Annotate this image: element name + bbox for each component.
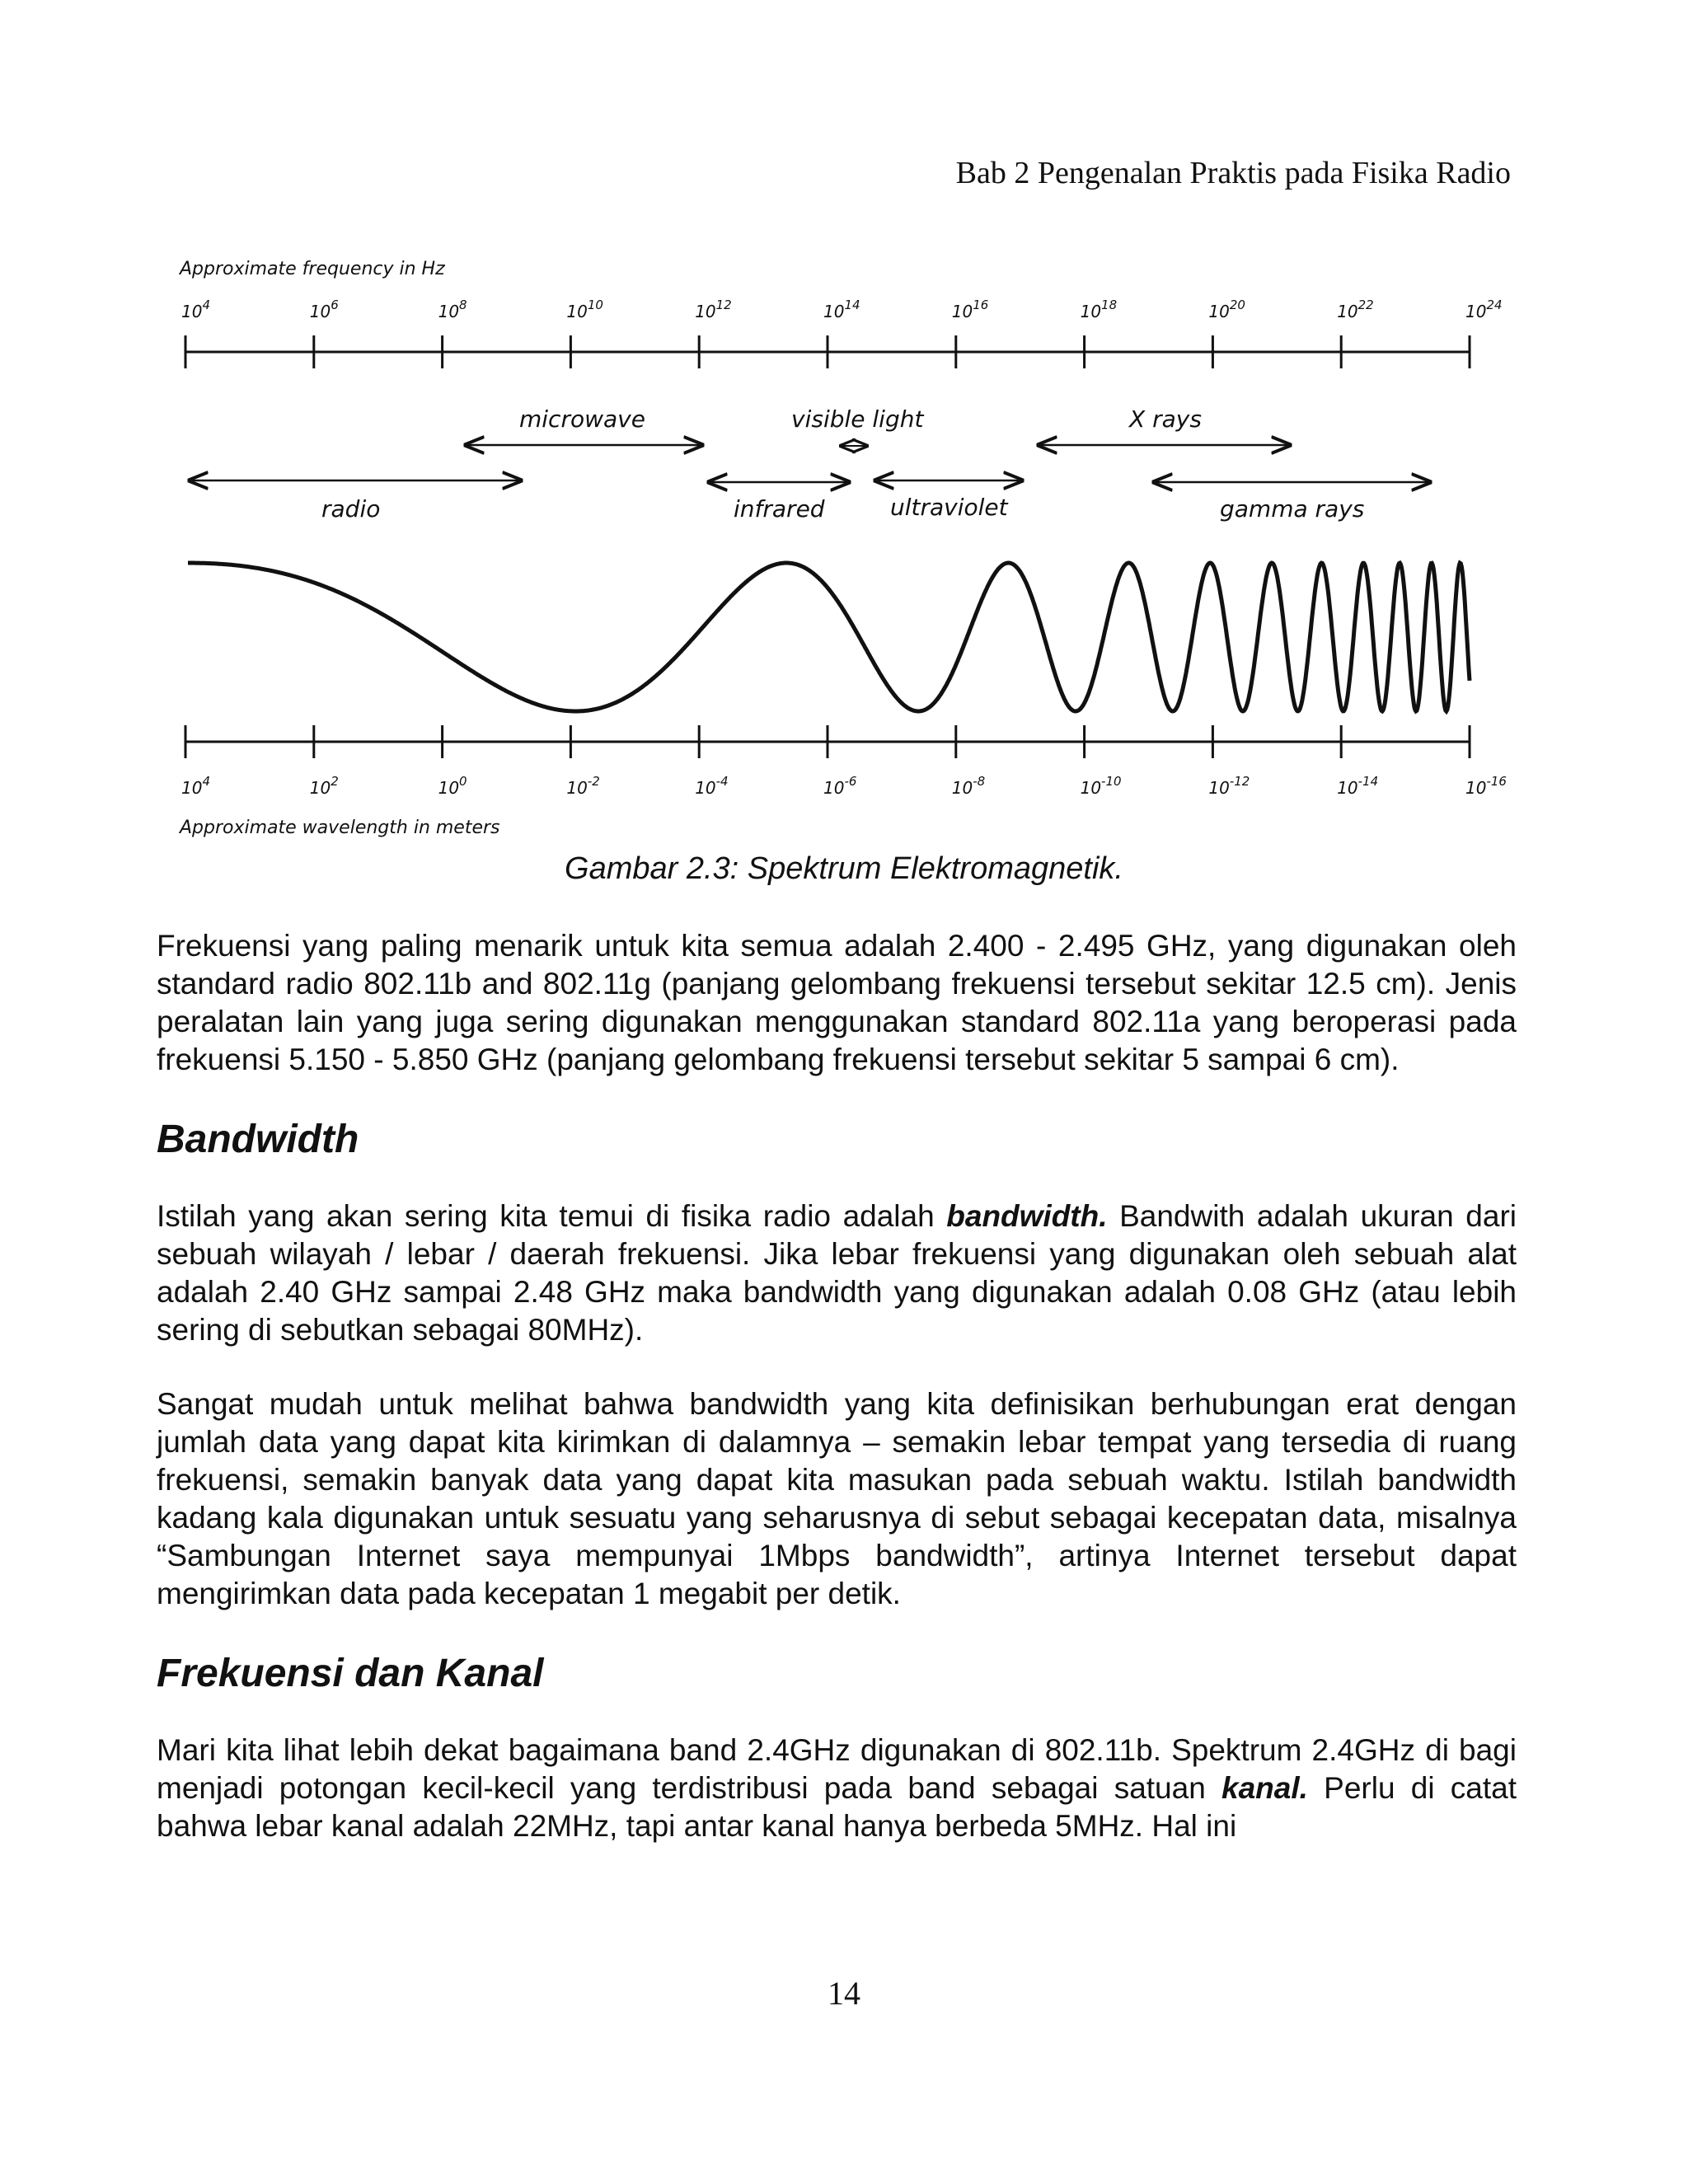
frequency-tick-label: $10^4$ (181, 298, 210, 321)
paragraph-frequency: Frekuensi yang paling menarik untuk kita semua adalah 2.400 - 2.495 GHz, yang digunakan oleh standard radio 802.11b and 802.11g (panjang gelombang frekuensi tersebut sekitar 12.5 cm). Jenis peralatan lain yang juga sering digunakan menggunakan standard 802.11a yang beroperasi pada frekuensi 5.150 - 5.850 GHz (panjang gelombang frekuensi tersebut sekitar 5 sampai 6 cm). (157, 929, 1517, 1076)
wavelength-tick-labels (181, 774, 1507, 798)
frequency-tick-label: $10^{22}$ (1337, 298, 1374, 321)
paragraph-channel-part-1: Mari kita lihat lebih dekat bagaimana band 2.4GHz digunakan di 802.11b. Spektrum 2.4GHz di bagi menjadi potongan kecil-kecil yang terdistribusi pada band sebagai satuan (157, 1733, 1517, 1805)
wavelength-tick-label: $10^{-6}$ (823, 774, 857, 798)
paragraph-bandwidth (157, 1197, 1517, 1349)
wavelength-tick-label: $10^2$ (309, 774, 339, 798)
frequency-tick-labels (181, 298, 1503, 321)
paragraph-channel (157, 1732, 1517, 1845)
frequency-tick-label: $10^{24}$ (1465, 298, 1503, 321)
frequency-tick-label: $10^6$ (309, 298, 339, 321)
wavelength-tick-label: $10^{-4}$ (695, 774, 729, 798)
frequency-tick-label: $10^{20}$ (1208, 298, 1245, 321)
radio-label: radio (321, 495, 381, 523)
wavelength-tick-label: $10^0$ (438, 774, 467, 798)
term-kanal: kanal. (1221, 1771, 1308, 1805)
wavelength-tick-label: $10^{-10}$ (1080, 774, 1122, 798)
page-body (157, 927, 1517, 1882)
frequency-tick-label: $10^{14}$ (823, 298, 860, 321)
paragraph-bandwidth-part-1: Istilah yang akan sering kita temui di fisika radio adalah (157, 1199, 947, 1233)
microwave-label: microwave (519, 405, 645, 433)
em-spectrum-figure (165, 251, 1517, 853)
wavelength-axis-label: Approximate wavelength in meters (180, 818, 500, 838)
gamma-rays-label: gamma rays (1220, 495, 1365, 523)
paragraph-bandwidth-part-2: Bandwith adalah ukuran dari sebuah wilayah / lebar / daerah frekuensi. Jika lebar frekuensi yang digunakan oleh sebuah alat adalah 2.40 GHz sampai 2.48 GHz maka bandwidth yang digunakan adalah 0.08 GHz (atau lebih sering di sebutkan sebagai 80MHz). (157, 1199, 1517, 1347)
xrays-label: X rays (1129, 405, 1202, 433)
wavelength-tick-label: $10^{-16}$ (1465, 774, 1507, 798)
frequency-tick-label: $10^{16}$ (951, 298, 989, 321)
frequency-tick-label: $10^{12}$ (695, 298, 732, 321)
frequency-tick-label: $10^{18}$ (1080, 298, 1118, 321)
wavelength-tick-label: $10^{-12}$ (1208, 774, 1250, 798)
figure-caption: Gambar 2.3: Spektrum Elektromagnetik. (565, 851, 1123, 886)
spectrum-diagram (165, 251, 1517, 853)
wavelength-tick-label: $10^{-14}$ (1337, 774, 1379, 798)
ultraviolet-label: ultraviolet (890, 494, 1008, 521)
paragraph-bandwidth-data: Sangat mudah untuk melihat bahwa bandwidth yang kita definisikan berhubungan erat dengan jumlah data yang dapat kita kirimkan di dalamnya – semakin lebar tempat yang tersedia di ruang frekuensi, semakin banyak data yang dapat kita masukan pada sebuah waktu. Istilah bandwidth kadang kala digunakan untuk sesuatu yang seharusnya di sebut sebagai kecepatan data, misalnya “Sambungan Internet saya mempunyai 1Mbps bandwidth”, artinya Internet tersebut dapat mengirimkan data pada kecepatan 1 megabit per detik. (157, 1387, 1517, 1610)
running-header: Bab 2 Pengenalan Praktis pada Fisika Radio (955, 156, 1511, 190)
heading-frequency-channel: Frekuensi dan Kanal (157, 1652, 544, 1695)
frequency-tick-label: $10^8$ (438, 298, 467, 321)
visible-light-label: visible light (791, 405, 924, 433)
page-number: 14 (828, 1975, 860, 2012)
wavelength-tick-label: $10^{-2}$ (566, 774, 600, 798)
heading-bandwidth: Bandwidth (157, 1118, 359, 1161)
frequency-axis-label: Approximate frequency in Hz (180, 259, 445, 279)
paragraph-channel-part-2: Perlu di catat bahwa lebar kanal adalah 22MHz, tapi antar kanal hanya berbeda 5MHz. Hal ini (157, 1771, 1517, 1843)
wave-curve (188, 563, 1470, 711)
wavelength-tick-label: $10^4$ (181, 774, 210, 798)
infrared-label: infrared (734, 495, 825, 523)
wavelength-tick-label: $10^{-8}$ (951, 774, 986, 798)
frequency-tick-label: $10^{10}$ (566, 298, 603, 321)
term-bandwidth: bandwidth. (946, 1199, 1108, 1233)
